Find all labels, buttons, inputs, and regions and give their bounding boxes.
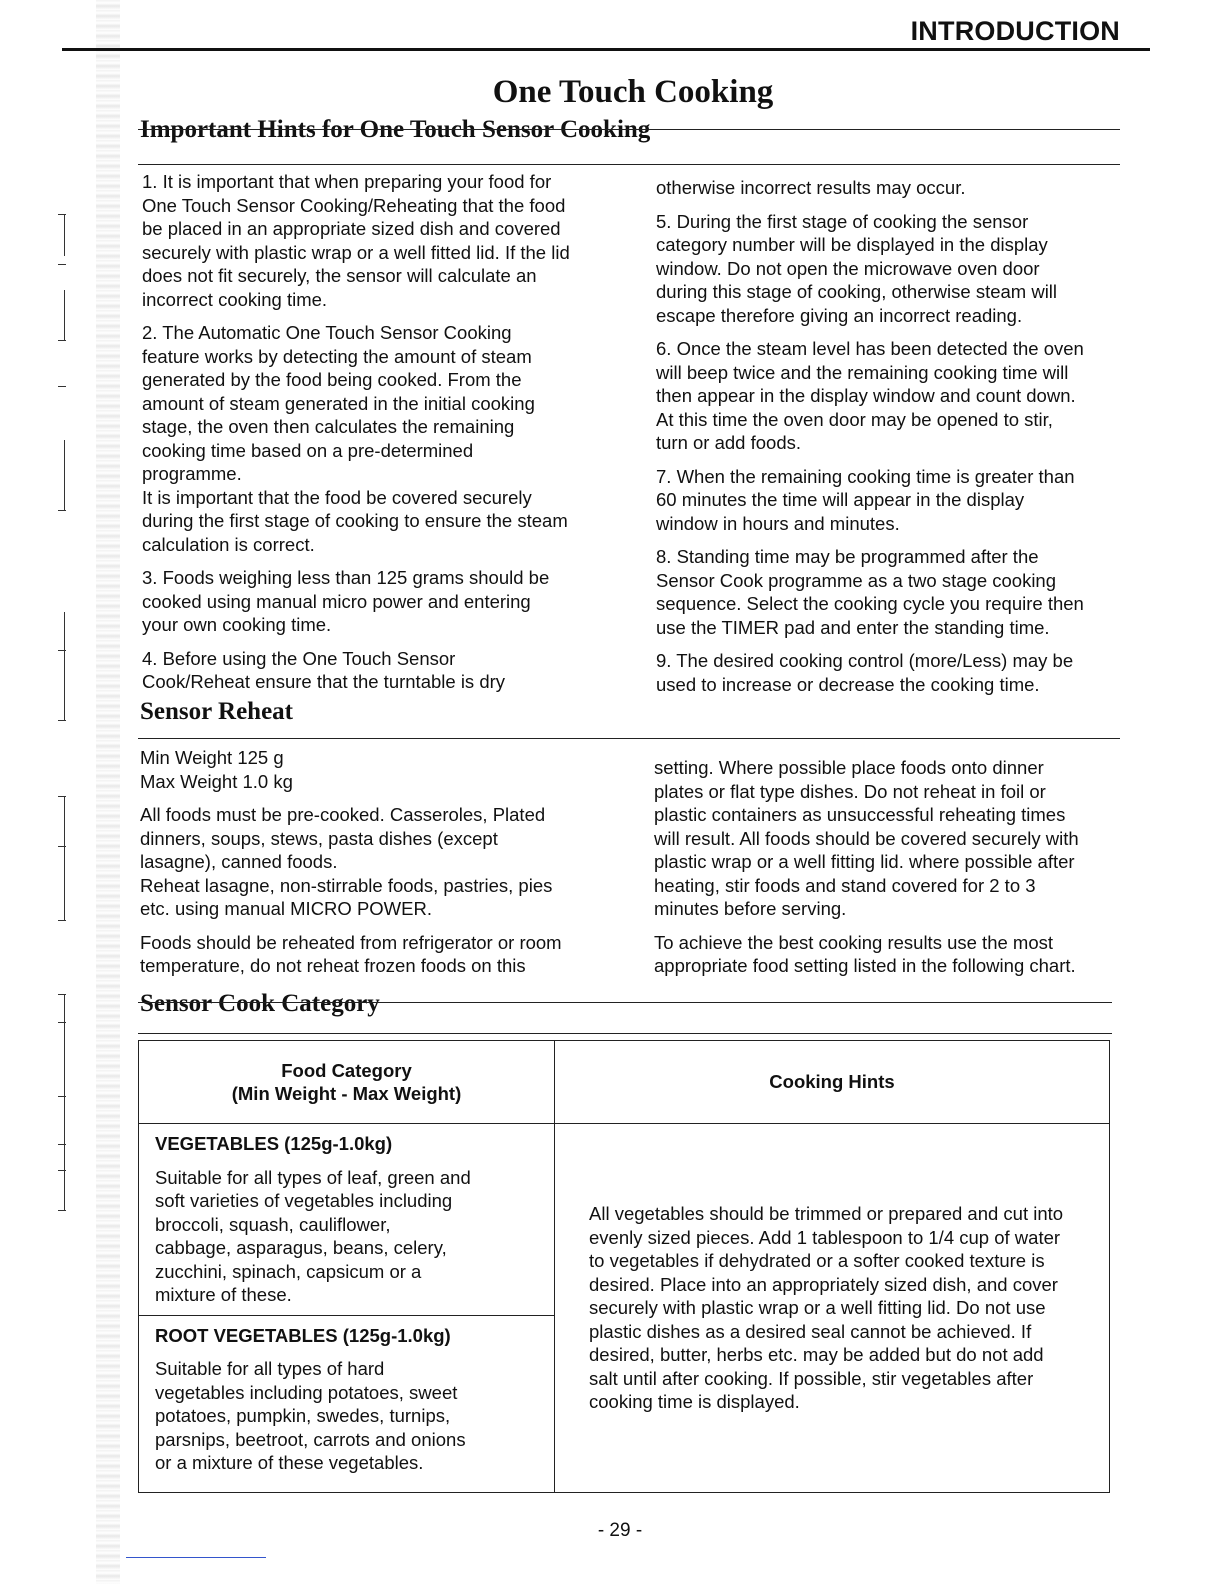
hint-paragraph: otherwise incorrect results may occur. [656,177,966,198]
margin-tick [58,1022,66,1023]
hint-paragraph: 1. It is important that when preparing your food for One Touch Sensor Cooking/Reheating that the food be placed in an appropriate sized dish and covered securely with plastic wrap or a well fitted lid. If the lid does not fit securely, the sensor will calculate an incorrect cooking time. [142,171,570,310]
hint-paragraph: 4. Before using the One Touch Sensor Cook/Reheat ensure that the turntable is dry [142,647,506,692]
cooking-hint-cell: All vegetables should be trimmed or prepared and cut into evenly sized pieces. Add 1 tablespoon to 1/4 cup of water to vegetables if dehydrated or a softer cooked texture is desired. Place into an appropriately sized dish, and cover securely with plastic wrap or a well fitting lid. Do not use plastic dishes as a desired seal cannot be achieved. If desired, butter, herbs etc. may be added but do not add salt until after cooking. If possible, stir vegetables after cooking time is displayed. [555,1124,1110,1493]
table-header-row [139,1041,1110,1124]
margin-tick [58,1144,66,1145]
reheat-paragraph: To achieve the best cooking results use the most appropriate food setting listed in the following chart. [654,931,1076,976]
vegetables-cell [139,1124,555,1316]
food-category-header-line2: (Min Weight - Max Weight) [231,1083,462,1104]
page-number: - 29 - [597,1520,643,1541]
reheat-paragraph: All foods must be pre-cooked. Casseroles, Plated dinners, soups, stews, pasta dishes (except lasagne), canned foods. Reheat lasagne, non-stirrable foods, pastries, pies etc. using manual MICRO POWER. [140,804,553,919]
margin-tick [58,846,66,847]
root-vegetables-cell [139,1315,555,1492]
reheat-rule [138,738,1120,739]
page-title: One Touch Cooking [492,74,774,110]
footer-underline [126,1557,266,1558]
food-category-header [139,1041,555,1124]
section-label: INTRODUCTION [910,16,1120,46]
margin-tick [58,1210,66,1211]
reheat-heading: Sensor Reheat [140,698,294,725]
hint-paragraph: 7. When the remaining cooking time is greater than 60 minutes the time will appear in the display window in hours and minutes. [656,465,1075,534]
hint-paragraph: 6. Once the steam level has been detected the oven will beep twice and the remaining cooking time will then appear in the display window and count down. At this time the oven door may be opened to stir, turn or add foods. [656,338,1084,453]
hints-heading: Important Hints for One Touch Sensor Cooking [140,116,651,143]
hints-right-column [656,176,1126,696]
category-title: ROOT VEGETABLES (125g-1.0kg) [155,1324,451,1346]
margin-line [64,214,65,256]
food-category-header-line1: Food Category [281,1059,412,1081]
hint-paragraph: 3. Foods weighing less than 125 grams should be cooked using manual micro power and entering your own cooking time. [142,567,550,635]
reheat-left-column [140,746,630,978]
category-rule [138,1033,1112,1034]
reheat-paragraph: Foods should be reheated from refrigerator or room temperature, do not reheat frozen foods on this [140,931,562,976]
margin-tick [58,386,66,387]
margin-line [64,612,65,720]
hints-left-column [142,170,632,694]
margin-line [64,796,65,920]
hint-paragraph: 2. The Automatic One Touch Sensor Cooking feature works by detecting the amount of steam generated by the food being cooked. From the amount of steam generated in the initial cooking stage, the oven then calculates the remaining cooking time based on a pre-determined programme. It is important that the food be covered securely during the first stage of cooking to ensure the steam calculation is correct. [142,322,568,555]
reheat-paragraph: setting. Where possible place foods onto dinner plates or flat type dishes. Do not reheat in foil or plastic containers as unsuccessful reheating times will result. All foods should be covered securely with plastic wrap or a well fitting lid. where possible after heating, stir foods and stand covered for 2 to 3 minutes before serving. [654,757,1079,919]
binding-edge [96,0,120,1584]
category-heading: Sensor Cook Category [140,990,380,1017]
margin-line [64,290,65,340]
hint-paragraph: 8. Standing time may be programmed after the Sensor Cook programme as a two stage cooking sequence. Select the cooking cycle you require then use the TIMER pad and enter the standing time. [656,546,1084,638]
hints-rule [138,164,1120,165]
header-rule [62,48,1150,51]
cooking-hints-header: Cooking Hints [555,1041,1110,1124]
category-title: VEGETABLES (125g-1.0kg) [155,1133,393,1154]
margin-tick [58,720,66,721]
hint-paragraph: 5. During the first stage of cooking the sensor category number will be displayed in the display window. Do not open the microwave oven door during this stage of cooking, otherwise steam will escape therefore giving an incorrect reading. [656,210,1058,326]
reheat-right-column [654,756,1124,978]
hint-paragraph: 9. The desired cooking control (more/Less) may be used to increase or decrease the cooking time. [656,650,1074,695]
margin-tick [58,214,66,215]
margin-tick [58,510,66,511]
category-description: Suitable for all types of leaf, green and soft varieties of vegetables including broccoli, squash, cauliflower, cabbage, asparagus, beans, celery, zucchini, spinach, capsicum or a mixture of these. [155,1166,471,1305]
margin-line [64,994,65,1210]
margin-tick [58,1096,66,1097]
sensor-cook-table [138,1040,1110,1493]
category-description: Suitable for all types of hard vegetables including potatoes, sweet potatoes, pumpkin, swedes, turnips, parsnips, beetroot, carrots and onions or a mixture of these vegetables. [155,1358,466,1473]
margin-tick [58,920,66,921]
reheat-paragraph: Min Weight 125 g Max Weight 1.0 kg [140,747,293,792]
table-row [139,1124,1110,1316]
margin-line [64,440,65,510]
margin-tick [58,340,66,341]
margin-tick [58,1170,66,1171]
category-top-rule [138,1002,1112,1003]
margin-tick [58,264,66,265]
hints-top-rule [138,129,1120,130]
